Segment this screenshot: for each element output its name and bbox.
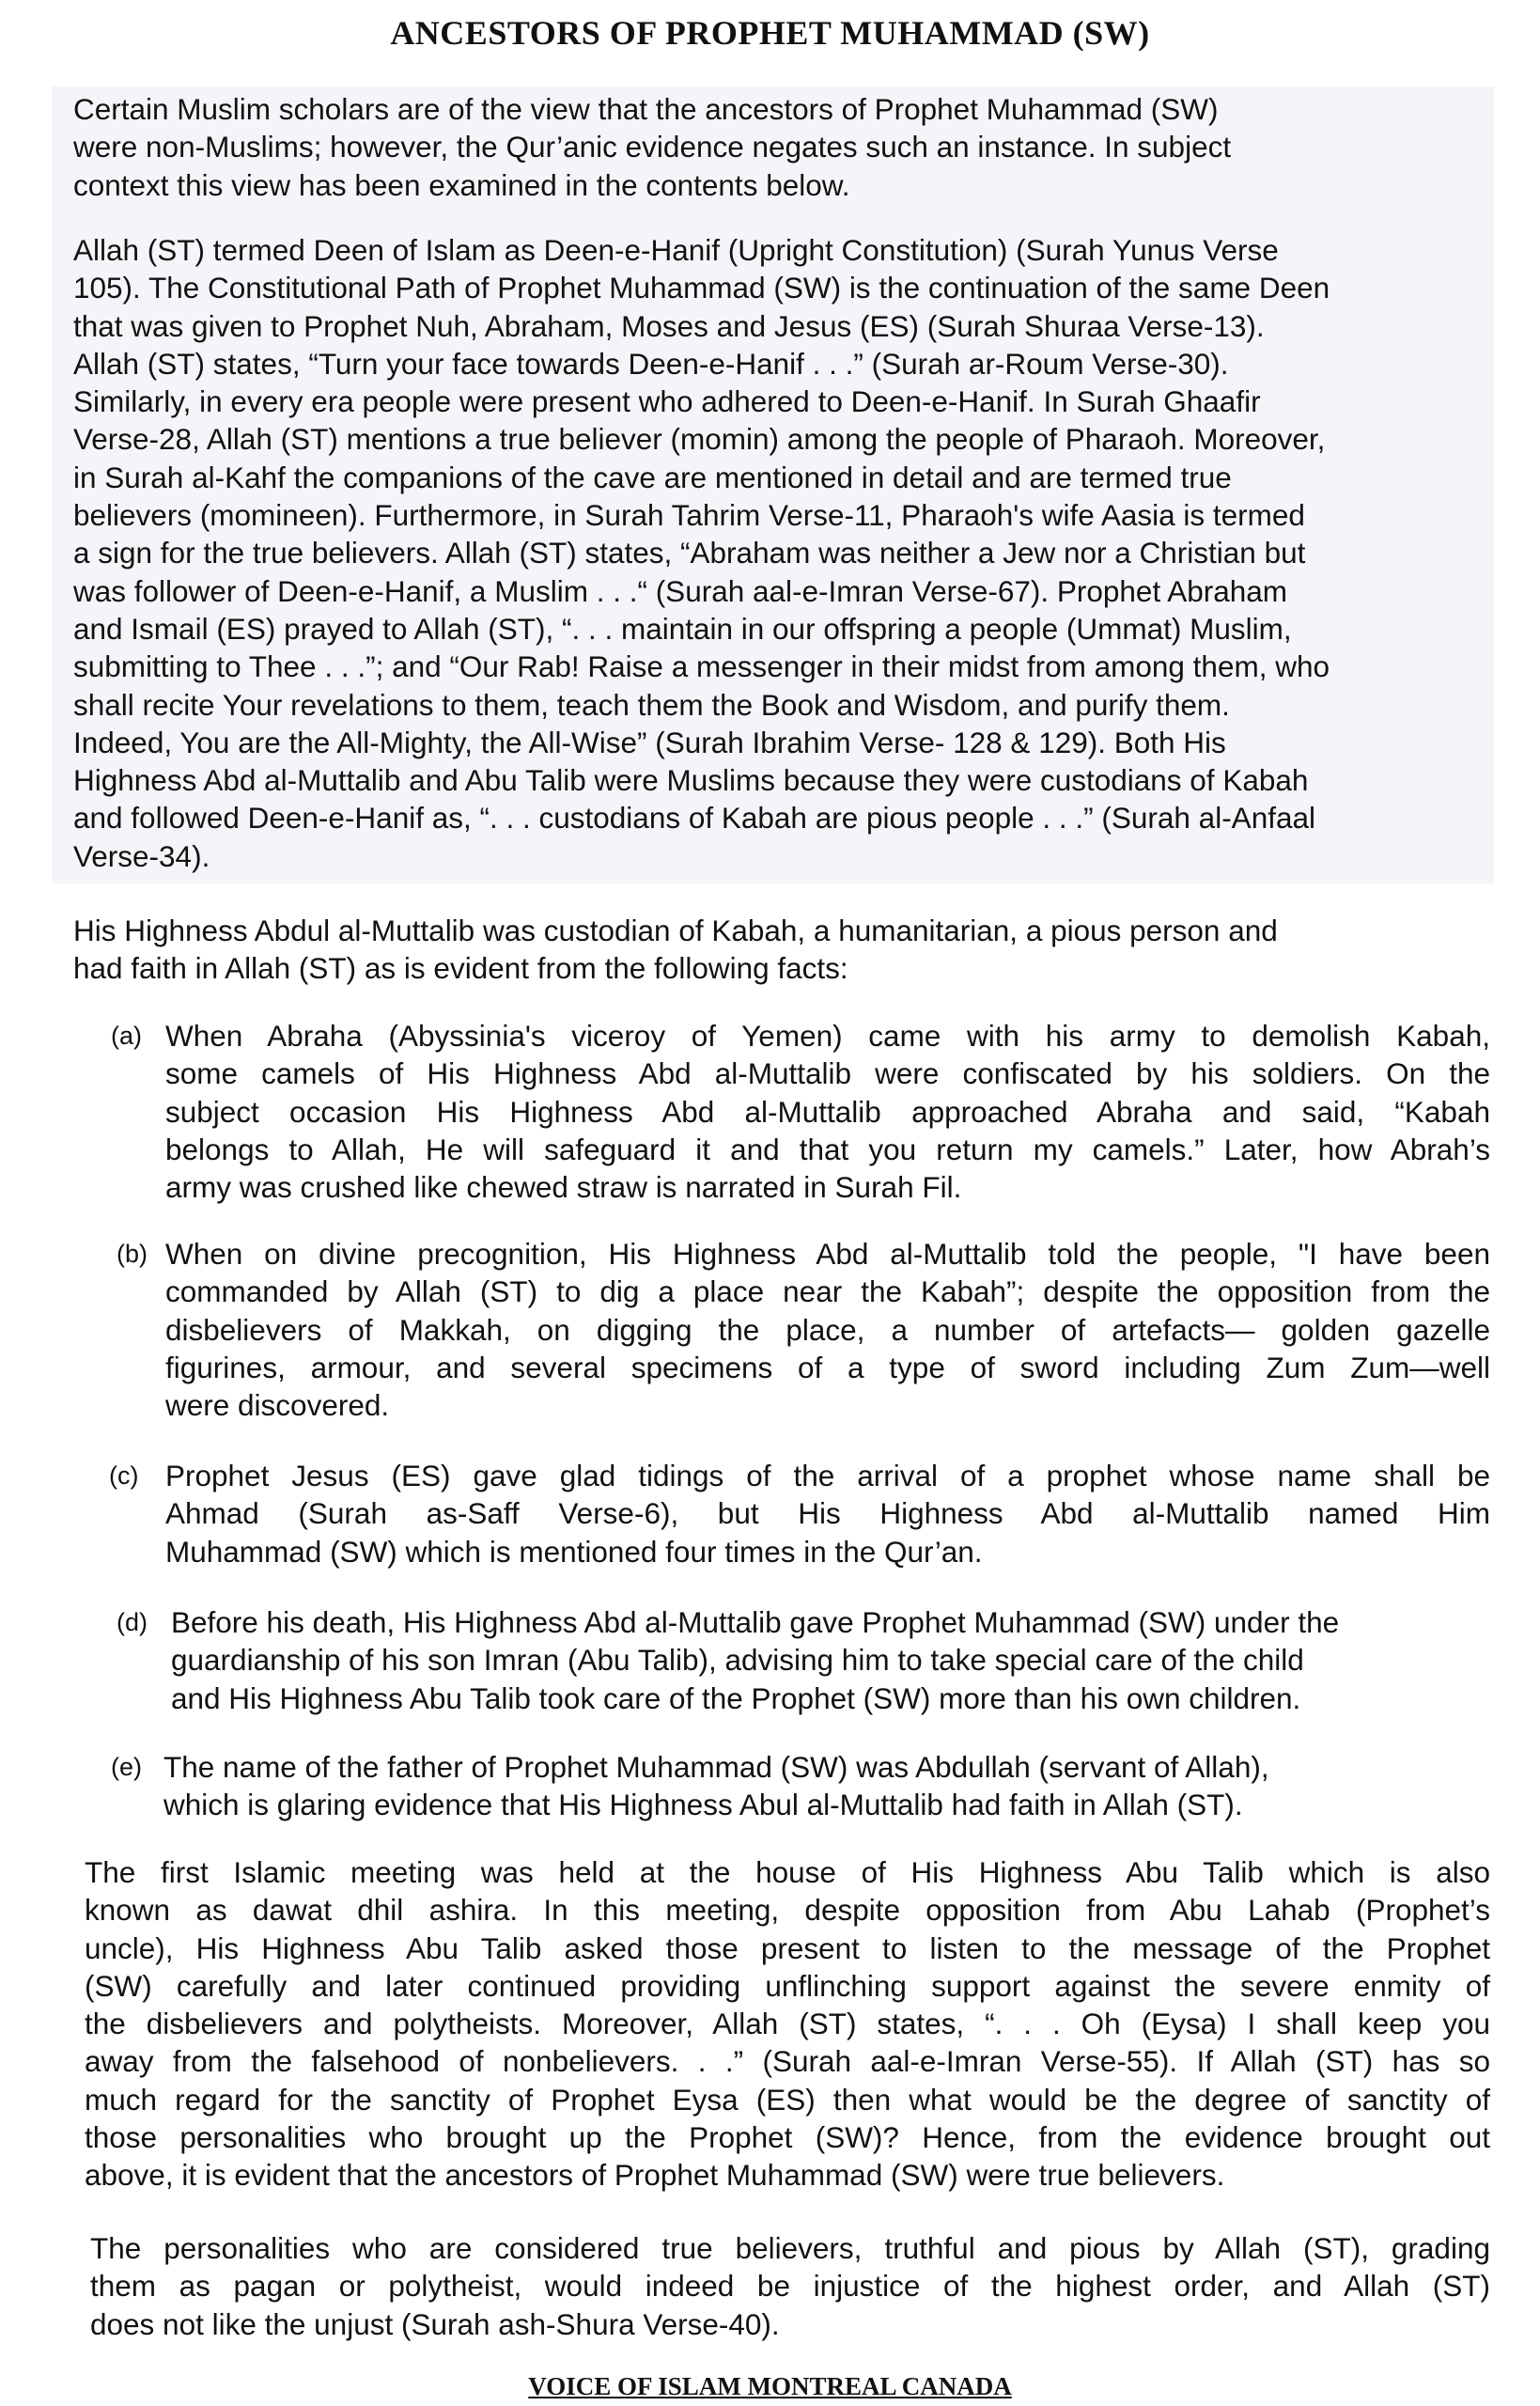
list-item-line: When on divine precognition, His Highness Abd al-Muttalib told the people, "I have been	[165, 1237, 1490, 1271]
paragraph-line: much regard for the sanctity of Prophet Eysa (ES) then what would be the degree of sanctity of	[85, 2082, 1490, 2117]
paragraph-true-believers	[90, 2229, 1490, 2343]
paragraph-line: the disbelievers and polytheists. Moreover, Allah (ST) states, “. . . Oh (Eysa) I shall keep you	[85, 2007, 1490, 2041]
list-item	[111, 1017, 1492, 1210]
list-item	[117, 1235, 1494, 1428]
paragraph-line: Verse-28, Allah (ST) mentions a true believer (momin) among the people of Pharaoh. Moreover,	[73, 422, 1326, 457]
paragraph-line: The personalities who are considered true believers, truthful and pious by Allah (ST), grading	[90, 2231, 1490, 2265]
list-item-line: army was crushed like chewed straw is narrated in Surah Fil.	[165, 1170, 962, 1205]
paragraph-line: them as pagan or polytheist, would indeed be injustice of the highest order, and Allah (ST)	[90, 2269, 1490, 2304]
list-item-line: belongs to Allah, He will safeguard it and that you return my camels.” Later, how Abrah’s	[165, 1132, 1490, 1166]
paragraph-line: away from the falsehood of nonbelievers. . .” (Surah aal-e-Imran Verse-55). If Allah (ST) has so	[85, 2044, 1490, 2079]
paragraph-line: submitting to Thee . . .”; and “Our Rab! Raise a messenger in their midst from among them, who	[73, 649, 1330, 684]
paragraph-line: and followed Deen-e-Hanif as, “. . . custodians of Kabah are pious people . . .” (Surah al-Anfaal	[73, 801, 1316, 836]
list-item	[109, 1457, 1494, 1574]
list-item-line: which is glaring evidence that His Highness Abul al-Muttalib had faith in Allah (ST).	[163, 1788, 1243, 1822]
list-item-line: some camels of His Highness Abd al-Muttalib were confiscated by his soldiers. On the	[165, 1056, 1490, 1091]
list-item-line: Ahmad (Surah as-Saff Verse-6), but His Highness Abd al-Muttalib named Him	[165, 1496, 1490, 1531]
list-marker: (d)	[117, 1608, 148, 1636]
list-marker: (a)	[111, 1022, 142, 1050]
list-item-line: Muhammad (SW) which is mentioned four times in the Qur’an.	[165, 1534, 983, 1569]
paragraph-first-islamic-meeting	[85, 1853, 1490, 2195]
paragraph-line: shall recite Your revelations to them, teach them the Book and Wisdom, and purify them.	[73, 687, 1230, 722]
paragraph-line: uncle), His Highness Abu Talib asked those present to listen to the message of the Prophet	[85, 1930, 1490, 1965]
list-marker: (c)	[109, 1461, 139, 1490]
list-marker: (b)	[117, 1240, 148, 1268]
paragraph-line: Allah (ST) states, “Turn your face towards Deen-e-Hanif . . .” (Surah ar-Roum Verse-30).	[73, 346, 1229, 381]
intro-line: Certain Muslim scholars are of the view that the ancestors of Prophet Muhammad (SW)	[73, 92, 1219, 126]
paragraph-line: does not like the unjust (Surah ash-Shura Verse-40).	[90, 2306, 780, 2341]
list-item-line: When Abraha (Abyssinia's viceroy of Yemen) came with his army to demolish Kabah,	[165, 1019, 1490, 1053]
list-item-line: figurines, armour, and several specimens of a type of sword including Zum Zum—well	[165, 1350, 1490, 1384]
list-item-line: Prophet Jesus (ES) gave glad tidings of the arrival of a prophet whose name shall be	[165, 1459, 1490, 1492]
paragraph-line: (SW) carefully and later continued providing unflinching support against the severe enmity of	[85, 1968, 1490, 2003]
intro-line: were non-Muslims; however, the Qur’anic evidence negates such an instance. In subject	[73, 130, 1232, 164]
paragraph-line: that was given to Prophet Nuh, Abraham, Moses and Jesus (ES) (Surah Shuraa Verse-13).	[73, 308, 1265, 343]
paragraph-line: Verse-34).	[73, 838, 210, 873]
paragraph-line: believers (momineen). Furthermore, in Surah Tahrim Verse-11, Pharaoh's wife Aasia is termed	[73, 498, 1305, 533]
list-item	[117, 1603, 1494, 1721]
paragraph-line: in Surah al-Kahf the companions of the cave are mentioned in detail and are termed true	[73, 460, 1232, 494]
paragraph-line: had faith in Allah (ST) as is evident from the following facts:	[73, 951, 848, 986]
list-item-line: commanded by Allah (ST) to dig a place near the Kabah”; despite the opposition from the	[165, 1274, 1490, 1309]
list-item-line: Before his death, His Highness Abd al-Muttalib gave Prophet Muhammad (SW) under the	[171, 1605, 1340, 1639]
paragraph-line: Similarly, in every era people were present who adhered to Deen-e-Hanif. In Surah Ghaafir	[73, 384, 1261, 419]
paragraph-line: His Highness Abdul al-Muttalib was custodian of Kabah, a humanitarian, a pious person and	[73, 914, 1278, 947]
paragraph-line: and Ismail (ES) prayed to Allah (ST), “. . . maintain in our offspring a people (Ummat) Muslim,	[73, 611, 1292, 646]
footer-organization: VOICE OF ISLAM MONTREAL CANADA	[528, 2372, 1012, 2400]
list-item-line: disbelievers of Makkah, on digging the place, a number of artefacts— golden gazelle	[165, 1312, 1490, 1347]
intro-paragraph	[73, 90, 1454, 204]
paragraph-line: Indeed, You are the All-Mighty, the All-Wise” (Surah Ibrahim Verse- 128 & 129). Both His	[73, 725, 1226, 759]
paragraph-line: known as dawat dhil ashira. In this meeting, despite opposition from Abu Lahab (Prophet’s	[85, 1893, 1490, 1928]
paragraph-line: a sign for the true believers. Allah (ST) states, “Abraham was neither a Jew nor a Christian but	[73, 536, 1306, 570]
paragraph-line: Allah (ST) termed Deen of Islam as Deen-e-Hanif (Upright Constitution) (Surah Yunus Verse	[73, 233, 1279, 267]
list-item-line: subject occasion His Highness Abd al-Muttalib approached Abraha and said, “Kabah	[165, 1094, 1490, 1129]
paragraph-abdul-muttalib-intro	[73, 912, 1501, 988]
paragraph-line: was follower of Deen-e-Hanif, a Muslim . . .“ (Surah aal-e-Imran Verse-67). Prophet Abraham	[73, 573, 1288, 608]
paragraph-line: Highness Abd al-Muttalib and Abu Talib were Muslims because they were custodians of Kabah	[73, 763, 1309, 798]
paragraph-line: 105). The Constitutional Path of Prophet Muhammad (SW) is the continuation of the same Deen	[73, 271, 1330, 305]
paragraph-line: The first Islamic meeting was held at the house of His Highness Abu Talib which is also	[85, 1855, 1490, 1889]
intro-line: context this view has been examined in the contents below.	[73, 167, 850, 202]
paragraph-line: those personalities who brought up the Prophet (SW)? Hence, from the evidence brought out	[85, 2120, 1490, 2155]
list-item	[111, 1748, 1494, 1828]
list-marker: (e)	[111, 1753, 142, 1781]
list-item-line: The name of the father of Prophet Muhammad (SW) was Abdullah (servant of Allah),	[163, 1750, 1269, 1784]
paragraph-deen-e-hanif	[73, 231, 1501, 875]
page-title: ANCESTORS OF PROPHET MUHAMMAD (SW)	[390, 14, 1150, 52]
paragraph-line: above, it is evident that the ancestors of Prophet Muhammad (SW) were true believers.	[85, 2158, 1225, 2193]
list-item-line: and His Highness Abu Talib took care of the Prophet (SW) more than his own children.	[171, 1680, 1301, 1715]
list-item-line: were discovered.	[165, 1388, 390, 1423]
list-item-line: guardianship of his son Imran (Abu Talib), advising him to take special care of the child	[171, 1643, 1304, 1678]
